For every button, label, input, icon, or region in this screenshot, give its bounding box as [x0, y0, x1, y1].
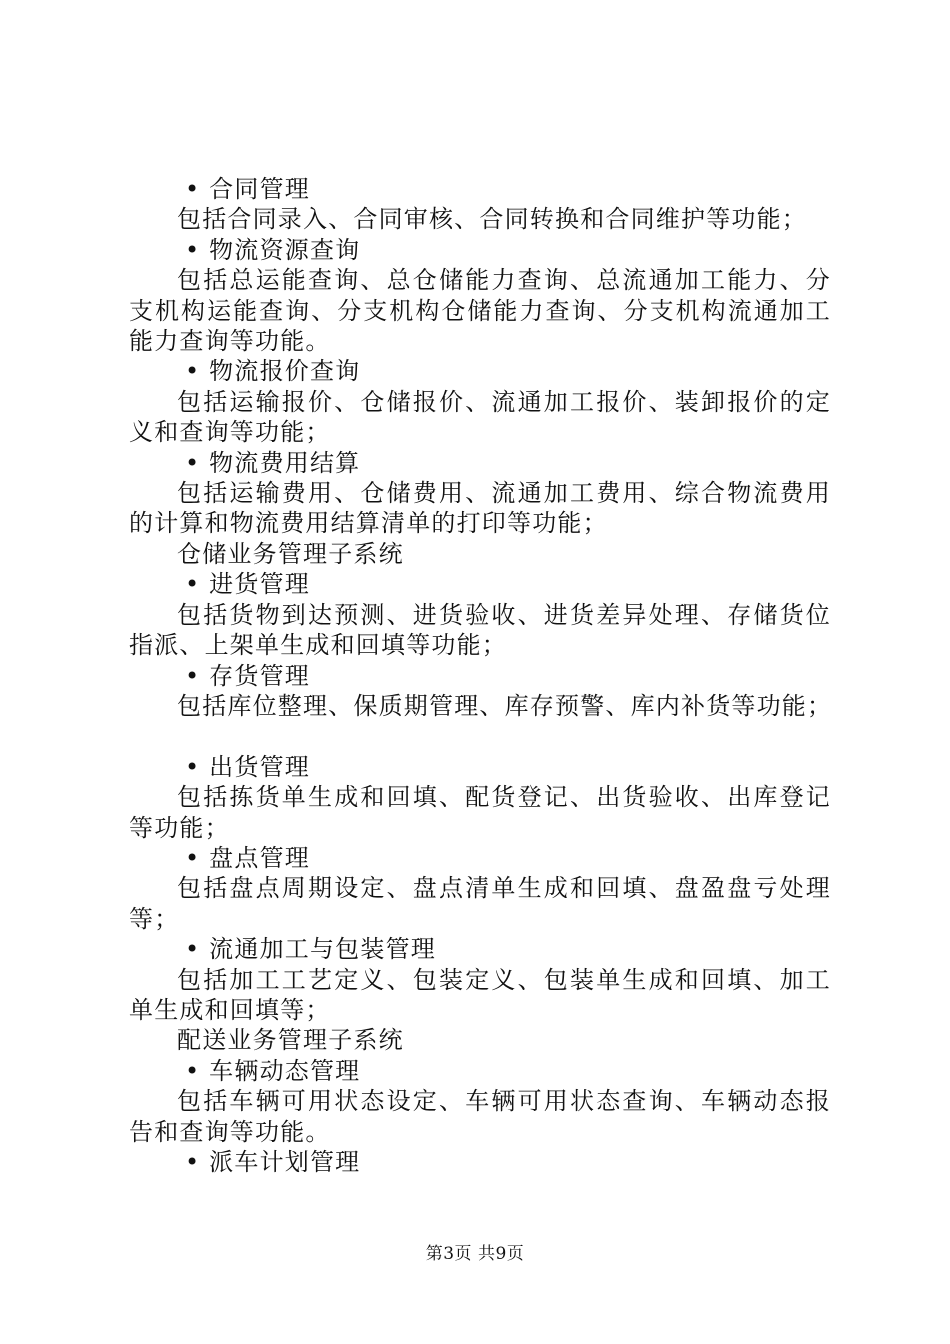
bullet-heading: • 出货管理	[185, 752, 310, 781]
bullet-heading: • 物流资源查询	[185, 235, 361, 264]
paragraph-line: 的计算和物流费用结算清单的打印等功能；	[129, 509, 608, 538]
paragraph-line: 包括库位整理、保质期管理、库存预警、库内补货等功能；	[177, 691, 833, 720]
paragraph-line: 告和查询等功能。	[129, 1117, 331, 1146]
paragraph-line: 包括货物到达预测、进货验收、进货差异处理、存储货位	[177, 600, 831, 629]
paragraph-line: 包括拣货单生成和回填、配货登记、出货验收、出库登记	[177, 783, 831, 812]
paragraph-line: 包括车辆可用状态设定、车辆可用状态查询、车辆动态报	[177, 1087, 831, 1116]
section-heading: 仓储业务管理子系统	[177, 539, 404, 568]
bullet-heading: • 物流报价查询	[185, 357, 361, 386]
section-heading: 配送业务管理子系统	[177, 1026, 404, 1055]
paragraph-line: 等；	[129, 904, 180, 933]
blank-line	[129, 721, 831, 751]
paragraph-line: 等功能；	[129, 813, 230, 842]
paragraph-line: 单生成和回填等；	[129, 995, 331, 1024]
paragraph-line: 包括盘点周期设定、盘点清单生成和回填、盘盈盘亏处理	[177, 874, 831, 903]
paragraph-line: 义和查询等功能；	[129, 418, 331, 447]
bullet-heading: • 车辆动态管理	[185, 1056, 361, 1085]
paragraph-line: 包括加工工艺定义、包装定义、包装单生成和回填、加工	[177, 965, 831, 994]
bullet-heading: • 物流费用结算	[185, 448, 361, 477]
page-footer: 第3页 共9页	[425, 1244, 525, 1264]
paragraph-line: 支机构运能查询、分支机构仓储能力查询、分支机构流通加工	[129, 296, 831, 325]
paragraph-line: 能力查询等功能。	[129, 327, 331, 356]
bullet-heading: • 存货管理	[185, 661, 310, 690]
bullet-heading: • 盘点管理	[185, 843, 310, 872]
paragraph-line: 包括合同录入、合同审核、合同转换和合同维护等功能；	[177, 205, 807, 234]
bullet-heading: • 派车计划管理	[185, 1147, 361, 1176]
document-body	[129, 174, 831, 1177]
bullet-heading: • 合同管理	[185, 175, 310, 203]
paragraph-line: 包括总运能查询、总仓储能力查询、总流通加工能力、分	[177, 266, 831, 295]
paragraph-line: 包括运输费用、仓储费用、流通加工费用、综合物流费用	[177, 479, 831, 508]
bullet-heading: • 流通加工与包装管理	[185, 935, 436, 964]
bullet-heading: • 进货管理	[185, 570, 310, 599]
paragraph-line: 包括运输报价、仓储报价、流通加工报价、装卸报价的定	[177, 387, 831, 416]
paragraph-line: 指派、上架单生成和回填等功能；	[129, 631, 507, 660]
